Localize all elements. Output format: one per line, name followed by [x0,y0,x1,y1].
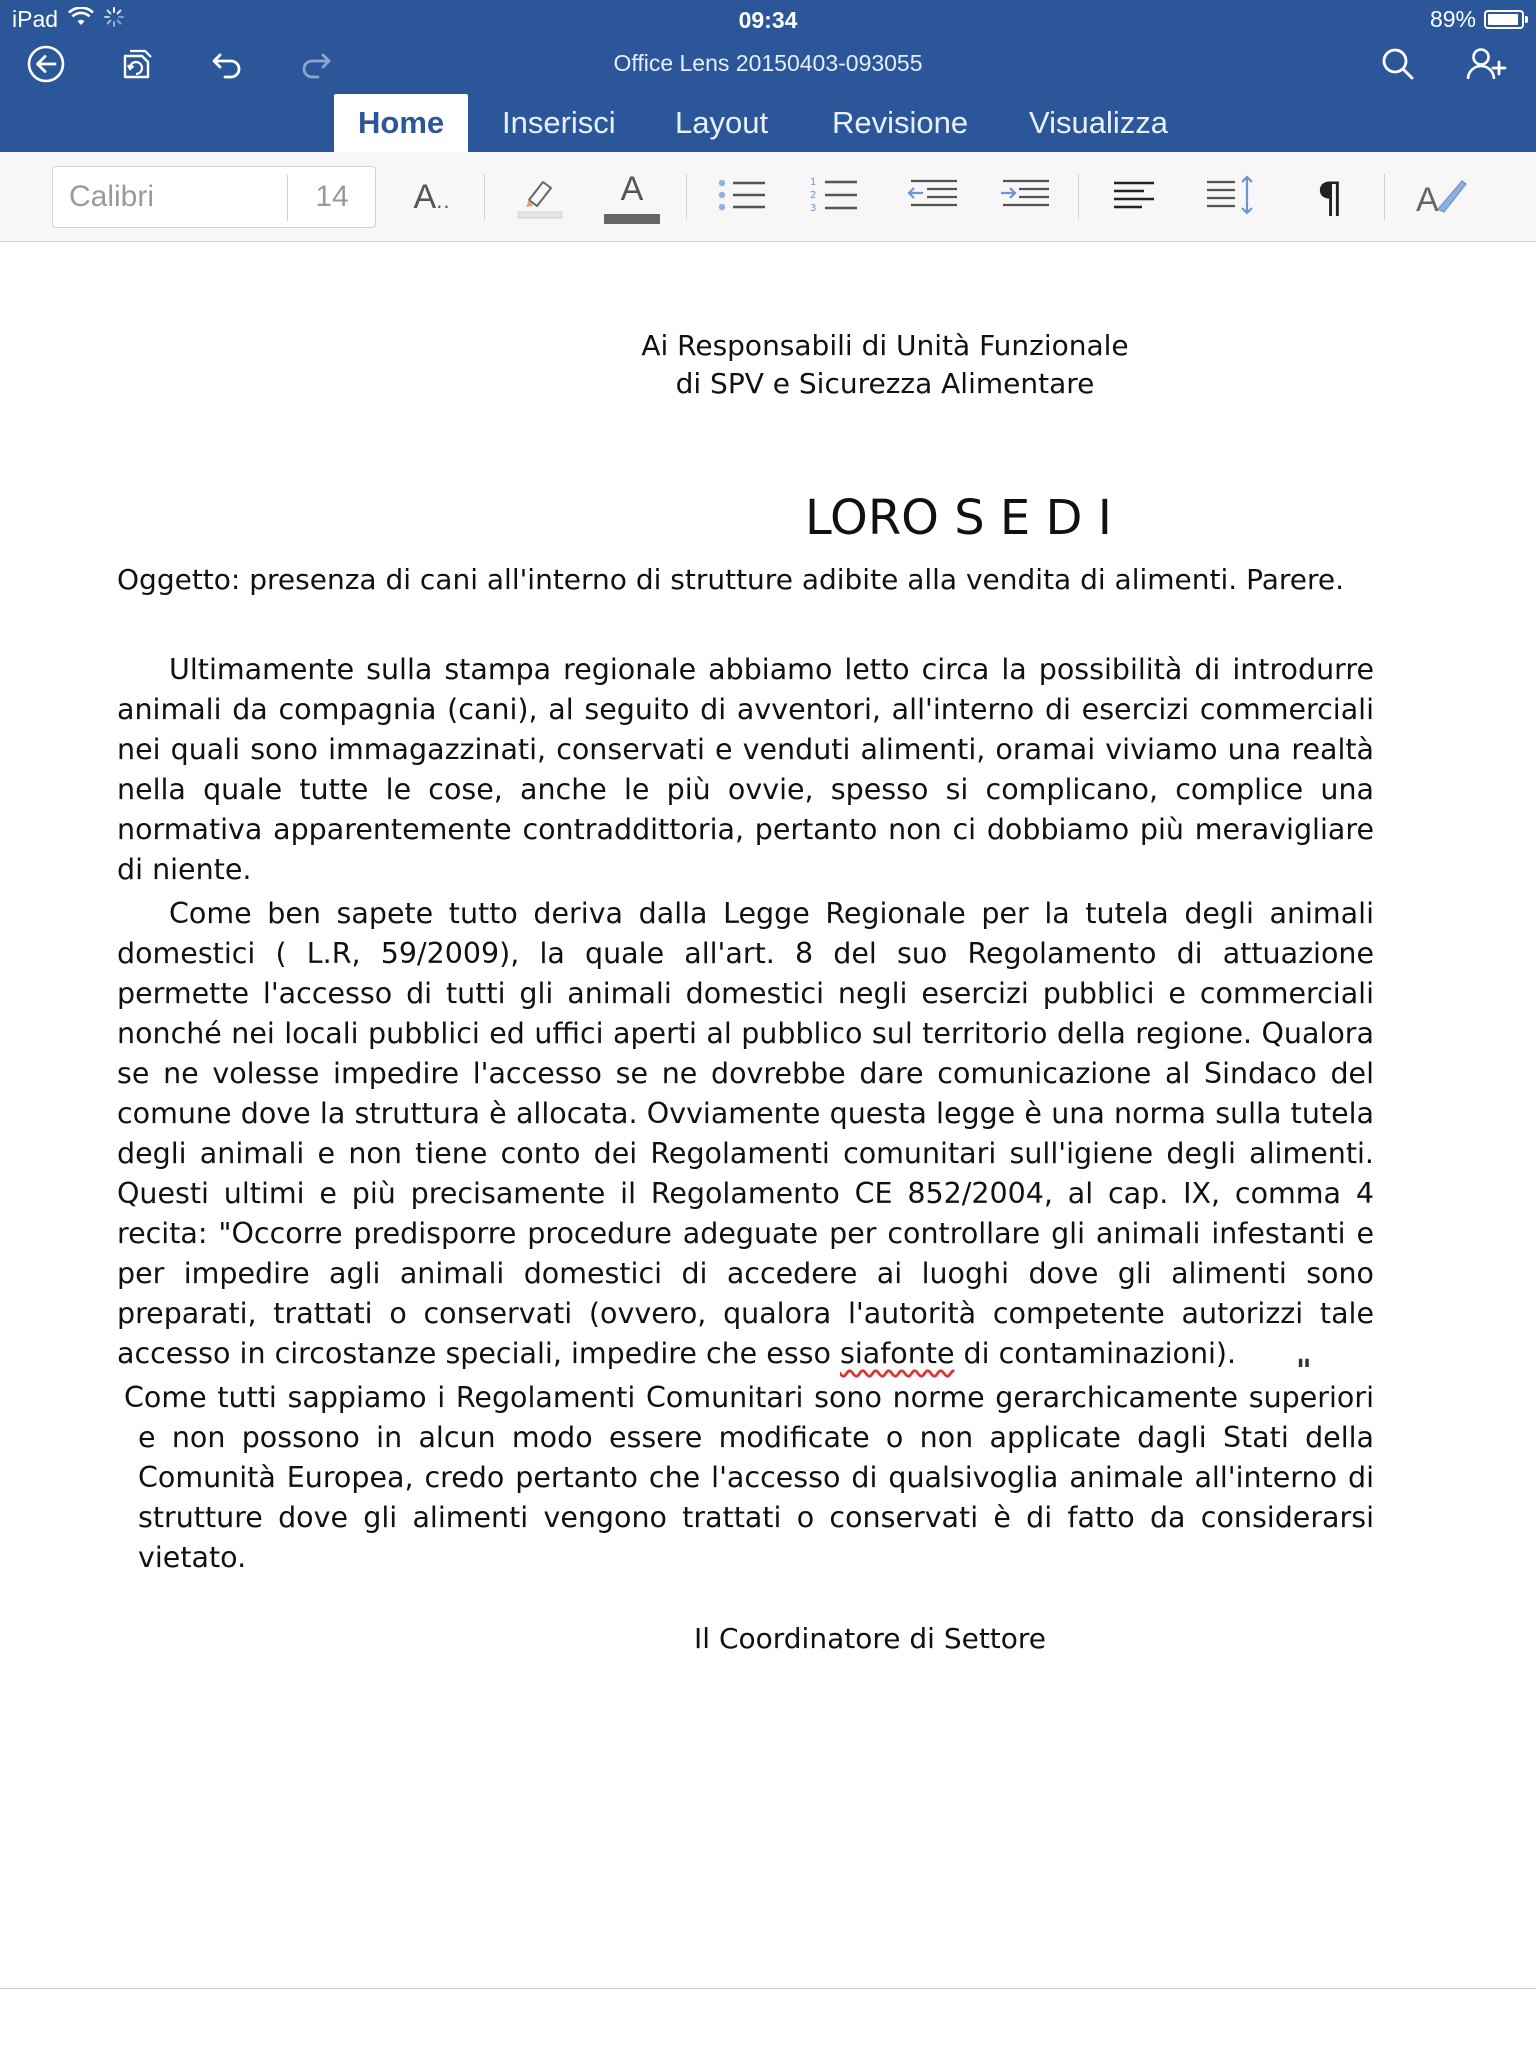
decrease-indent-button[interactable] [900,168,964,226]
document-page[interactable] [0,242,1536,1988]
share-person-icon[interactable] [1462,42,1510,86]
svg-text:1: 1 [810,176,817,188]
font-color-icon [604,170,660,224]
document-title[interactable]: Office Lens 20150403-093055 [613,50,923,76]
subject-line: Oggetto: presenza di cani all'interno di strutture adibite alla vendita di alimenti. Parere. [117,563,1345,596]
paragraph-2-end: di contaminazioni). [954,1337,1237,1370]
font-size-field[interactable]: 14 [315,180,349,213]
status-bar [0,0,1536,40]
ribbon-toolbar [0,152,1536,242]
divider [1384,174,1385,220]
styles-button[interactable] [1410,168,1474,226]
divider [484,174,485,220]
decrease-indent-icon [905,175,959,220]
divider [1078,174,1079,220]
font-color-button[interactable] [600,168,664,226]
pilcrow-icon: ¶ [1316,172,1344,222]
bullet-list-button[interactable] [710,168,774,226]
paragraph-2-text: Come ben sapete tutto deriva dalla Legge Regionale per la tutela degli animali domestici ( L.R, 59/2009), la quale all'art. 8 del suo Regolamento di attuazione permette l'accesso di tutti gli animali domestici negli esercizi pubblici e commerciali nonché nei locali pubblici ed uffici aperti al pubblico sul territorio della regione. Qualora se ne volesse impedire l'accesso se ne dovrebbe dare comunicazione al Sindaco del comune dove la struttura è allocata. Ovviamente questa legge è una norma sulla tutela degli animali e non tiene conto dei Regolamenti comunitari sull'igiene degli alimenti. Questi ultimi e più precisamente il Regolamento CE 852/2004, al cap. IX, comma 4 recita: "Occorre predisporre procedure adeguate per controllare gli animali infestanti e per impedire agli animali domestici di accedere ai luoghi dove gli alimenti sono preparati, trattati o conservati (ovvero, qualora l'autorità competente autorizzi tale accesso in circostanze speciali, impedire che esso [117,897,1374,1370]
numbered-list-icon [809,174,859,221]
numbered-list-button[interactable] [802,168,866,226]
font-styles-button[interactable] [400,168,464,226]
tab-revisione[interactable]: Revisione [832,105,969,140]
paragraph-2 [117,894,1374,1374]
closing-quote: " [1296,1354,1312,1389]
align-left-button[interactable] [1102,168,1166,226]
loro-sedi-heading: LORO S E D I [805,490,1112,546]
paragraph-1: Ultimamente sulla stampa regionale abbiamo letto circa la possibilità di introdurre animali da compagnia (cani), al seguito di avventori, all'interno di esercizi commerciali nei quali sono immagazzinati, conservati e venduti alimenti, oramai viviamo una realtà nella quale tutte le cose, anche le più ovvie, spesso si complicano, complice una normativa apparentemente contraddittoria, pertanto non ci dobbiamo più meravigliare di niente. [117,653,1374,886]
battery-percent: 89% [1429,6,1476,32]
font-styles-icon: A.. [413,177,451,216]
app-header [0,0,1536,152]
increase-indent-icon [997,175,1051,220]
paragraph-3: Come tutti sappiamo i Regolamenti Comunitari sono norme gerarchicamente superiori e non possono in alcun modo essere modificate o non applicate dagli Stati della Comunità Europea, credo pertanto che l'accesso di qualsivoglia animale all'interno di strutture dove gli alimenti vengono trattati o conservati è di fatto da considerarsi vietato. [124,1381,1374,1574]
divider [686,174,687,220]
increase-indent-button[interactable] [992,168,1056,226]
page-bottom-divider [0,1988,1536,1989]
show-formatting-button[interactable] [1298,168,1362,226]
align-left-icon [1112,177,1156,218]
svg-text:2: 2 [810,189,817,201]
tab-home[interactable]: Home [334,94,468,152]
search-icon[interactable] [1374,42,1422,86]
signature-line: Il Coordinatore di Settore [694,1622,1047,1655]
font-color-letter: A [620,170,644,208]
svg-text:3: 3 [810,202,817,214]
tab-inserisci[interactable]: Inserisci [502,105,616,140]
recipient-line-2: di SPV e Sicurezza Alimentare [675,367,1095,400]
font-styles-letter: A [413,177,437,216]
font-name-field[interactable]: Calibri [69,180,155,213]
svg-text:A: A [1416,180,1439,217]
bullet-list-icon [717,175,767,220]
highlight-button[interactable] [508,168,572,226]
line-spacing-icon [1205,174,1259,221]
battery-icon [1484,10,1524,29]
highlighter-icon [513,170,567,225]
styles-brush-icon [1414,173,1470,222]
recipient-line-1: Ai Responsabili di Unità Funzionale [641,329,1129,362]
ribbon-tabs [0,94,1536,152]
tab-layout[interactable]: Layout [675,105,769,140]
device-label: iPad [12,6,59,32]
tab-visualizza[interactable]: Visualizza [1029,105,1169,140]
font-picker[interactable] [52,166,376,228]
line-spacing-button[interactable] [1200,168,1264,226]
spelling-error-word[interactable]: siafonte [840,1337,955,1370]
clock: 09:34 [738,7,798,33]
